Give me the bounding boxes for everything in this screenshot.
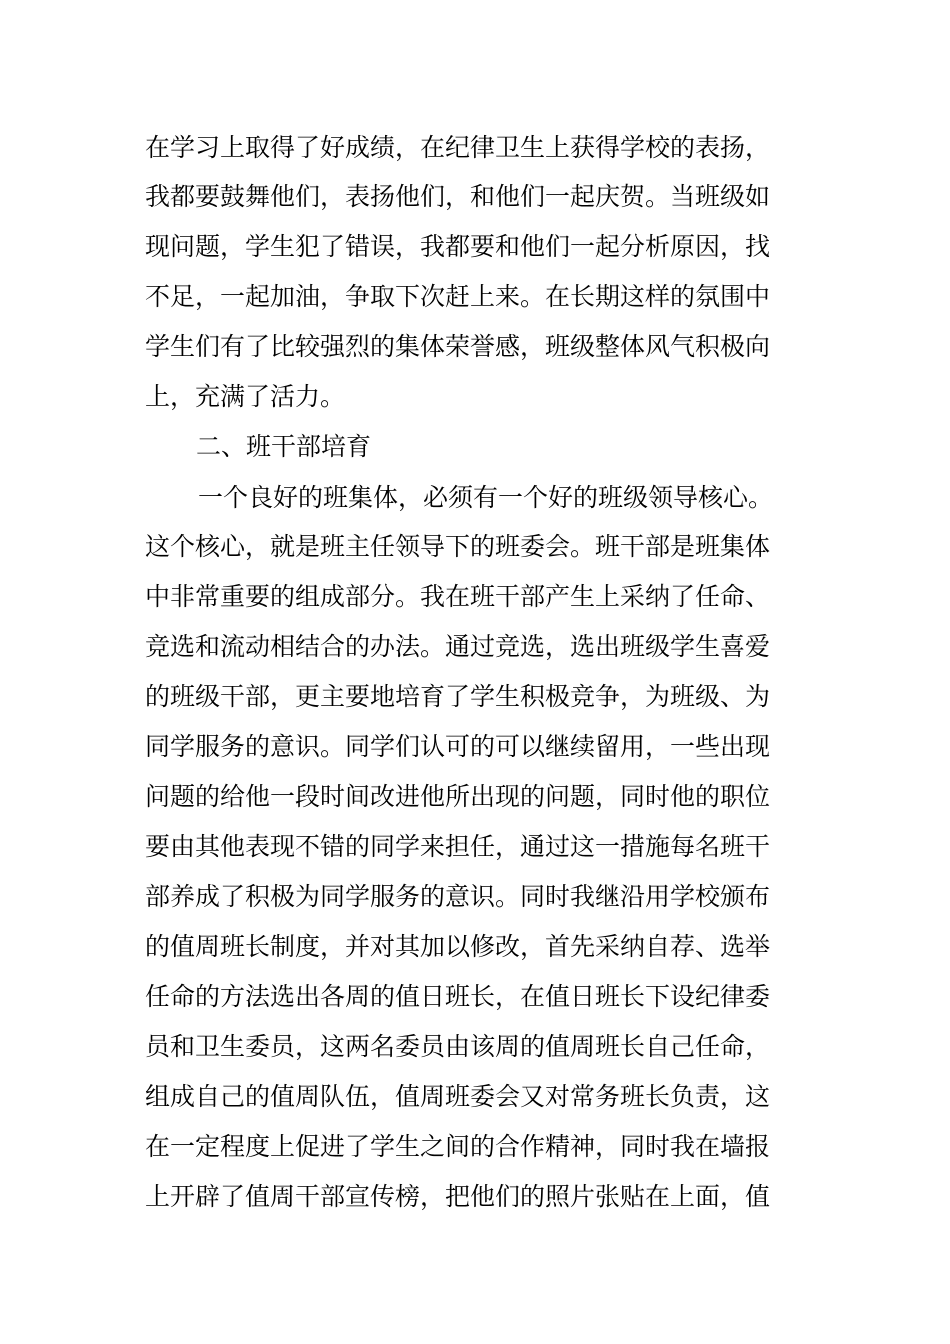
section-heading: 二、班干部培育: [196, 432, 372, 461]
paragraph-2-line-15: 上开辟了值周干部宣传榜，把他们的照片张贴在上面，值: [145, 1182, 771, 1211]
paragraph-2-line-7: 问题的给他一段时间改进他所出现的问题，同时他的职位: [145, 782, 771, 811]
paragraph-1-line-6: 上，充满了活力。: [145, 382, 346, 411]
paragraph-1-line-2: 我都要鼓舞他们，表扬他们，和他们一起庆贺。当班级如: [145, 182, 771, 211]
paragraph-2-line-6: 同学服务的意识。同学们认可的可以继续留用，一些出现: [145, 732, 771, 761]
paragraph-1-line-1: 在学习上取得了好成绩，在纪律卫生上获得学校的表扬，: [145, 133, 771, 162]
paragraph-1-line-4: 不足，一起加油，争取下次赶上来。在长期这样的氛围中: [145, 282, 771, 311]
paragraph-2-line-2: 这个核心，就是班主任领导下的班委会。班干部是班集体: [145, 532, 771, 561]
paragraph-2-line-12: 员和卫生委员，这两名委员由该周的值周班长自己任命，: [145, 1032, 771, 1061]
paragraph-2-line-10: 的值周班长制度，并对其加以修改，首先采纳自荐、选举: [145, 932, 771, 961]
paragraph-2-line-1: 一个良好的班集体，必须有一个好的班级领导核心。: [198, 483, 774, 512]
paragraph-2-line-3: 中非常重要的组成部分。我在班干部产生上采纳了任命、: [145, 582, 771, 611]
paragraph-2-line-14: 在一定程度上促进了学生之间的合作精神，同时我在墙报: [145, 1132, 771, 1161]
paragraph-2-line-9: 部养成了积极为同学服务的意识。同时我继沿用学校颁布: [145, 882, 771, 911]
paragraph-2-line-5: 的班级干部，更主要地培育了学生积极竞争，为班级、为: [145, 682, 771, 711]
paragraph-2-line-13: 组成自己的值周队伍，值周班委会又对常务班长负责，这: [145, 1082, 771, 1111]
paragraph-2-line-8: 要由其他表现不错的同学来担任，通过这一措施每名班干: [145, 832, 771, 861]
paragraph-2-line-4: 竞选和流动相结合的办法。通过竞选，选出班级学生喜爱: [145, 632, 771, 661]
paragraph-1-line-5: 学生们有了比较强烈的集体荣誉感，班级整体风气积极向: [145, 332, 771, 361]
paragraph-2-line-11: 任命的方法选出各周的值日班长，在值日班长下设纪律委: [145, 982, 771, 1011]
paragraph-1-line-3: 现问题，学生犯了错误，我都要和他们一起分析原因，找: [145, 232, 771, 261]
